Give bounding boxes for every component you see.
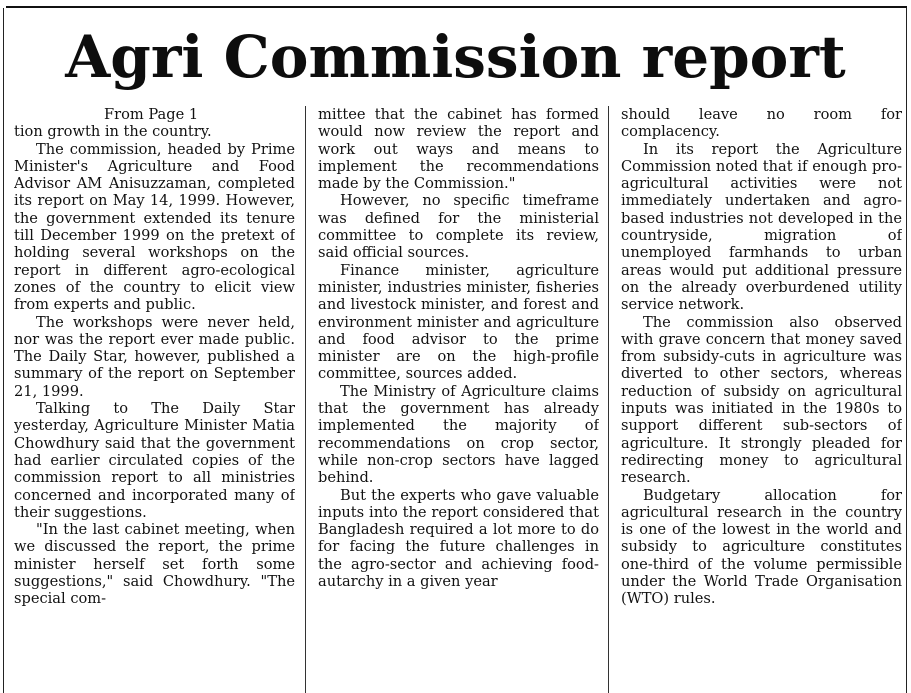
top-border-rule (6, 6, 907, 8)
left-border-rule (3, 8, 4, 693)
article-column-2 (318, 106, 599, 693)
paragraph: However, no specific timeframe was defined for the ministerial committee to complete its review, said official sources. (318, 192, 599, 262)
paragraph: Budgetary allocation for agricultural research in the country is one of the lowest in the world and subsidy to agriculture constitutes one-third of the volume permissible under the World Trade Organisation (WTO) rules. (621, 486, 902, 608)
page-jump-label: From Page 1 (104, 106, 199, 123)
right-border-rule (906, 8, 907, 693)
paragraph: Finance minister, agriculture minister, industries minister, fisheries and livestock minister, and forest and environment minister and agriculture and food advisor to the prime minister are on the high-profile committee, sources added. (318, 261, 599, 383)
paragraph: tion growth in the country. (14, 123, 212, 141)
paragraph: should leave no room for complacency. (621, 106, 902, 141)
article-column-3 (621, 106, 902, 693)
paragraph: The commission, headed by Prime Minister's Agriculture and Food Advisor AM Anisuzzaman, completed its report on May 14, 1999. However, the government extended its tenure till December 1999 on the pretext of holding several workshops on the report in different agro-ecological zones of the country to elicit view from experts and public. (14, 140, 295, 314)
column-divider-2 (608, 106, 609, 693)
paragraph: In its report the Agriculture Commission noted that if enough pro-agricultural activities were not immediately undertaken and agro-based industries not developed in the countryside, migration of unemployed farmhands to urban areas would put additional pressure on the already overburdened utility service network. (621, 140, 902, 314)
paragraph: The Ministry of Agriculture claims that the government has already implemented the majority of recommendations on crop sector, while non-crop sectors have lagged behind. (318, 382, 599, 487)
paragraph: The commission also observed with grave concern that money saved from subsidy-cuts in agriculture was diverted to other sectors, whereas reduction of subsidy on agricultural inputs was initiated in the 1980s to support different sub-sectors of agriculture. It strongly pleaded for redirecting money to agricultural research. (621, 313, 902, 487)
paragraph: But the experts who gave valuable inputs into the report considered that Bangladesh required a lot more to do for facing the future challenges in the agro-sector and achieving food-autarchy in a given year (318, 486, 599, 591)
article-column-1 (14, 106, 295, 693)
article-headline: Agri Commission report (65, 23, 846, 91)
paragraph: mittee that the cabinet has formed would now review the report and work out ways and means to implement the recommendations made by the Commission." (318, 106, 599, 193)
paragraph: Talking to The Daily Star yesterday, Agriculture Minister Matia Chowdhury said that the government had earlier circulated copies of the commission report to all ministries concerned and incorporated many of their suggestions. (14, 400, 295, 521)
column-divider-1 (305, 106, 306, 693)
paragraph: "In the last cabinet meeting, when we discussed the report, the prime minister herself set forth some suggestions," said Chowdhury. "The special com- (14, 521, 295, 608)
paragraph: The workshops were never held, nor was the report ever made public. The Daily Star, however, published a summary of the report on September 21, 1999. (14, 313, 295, 400)
